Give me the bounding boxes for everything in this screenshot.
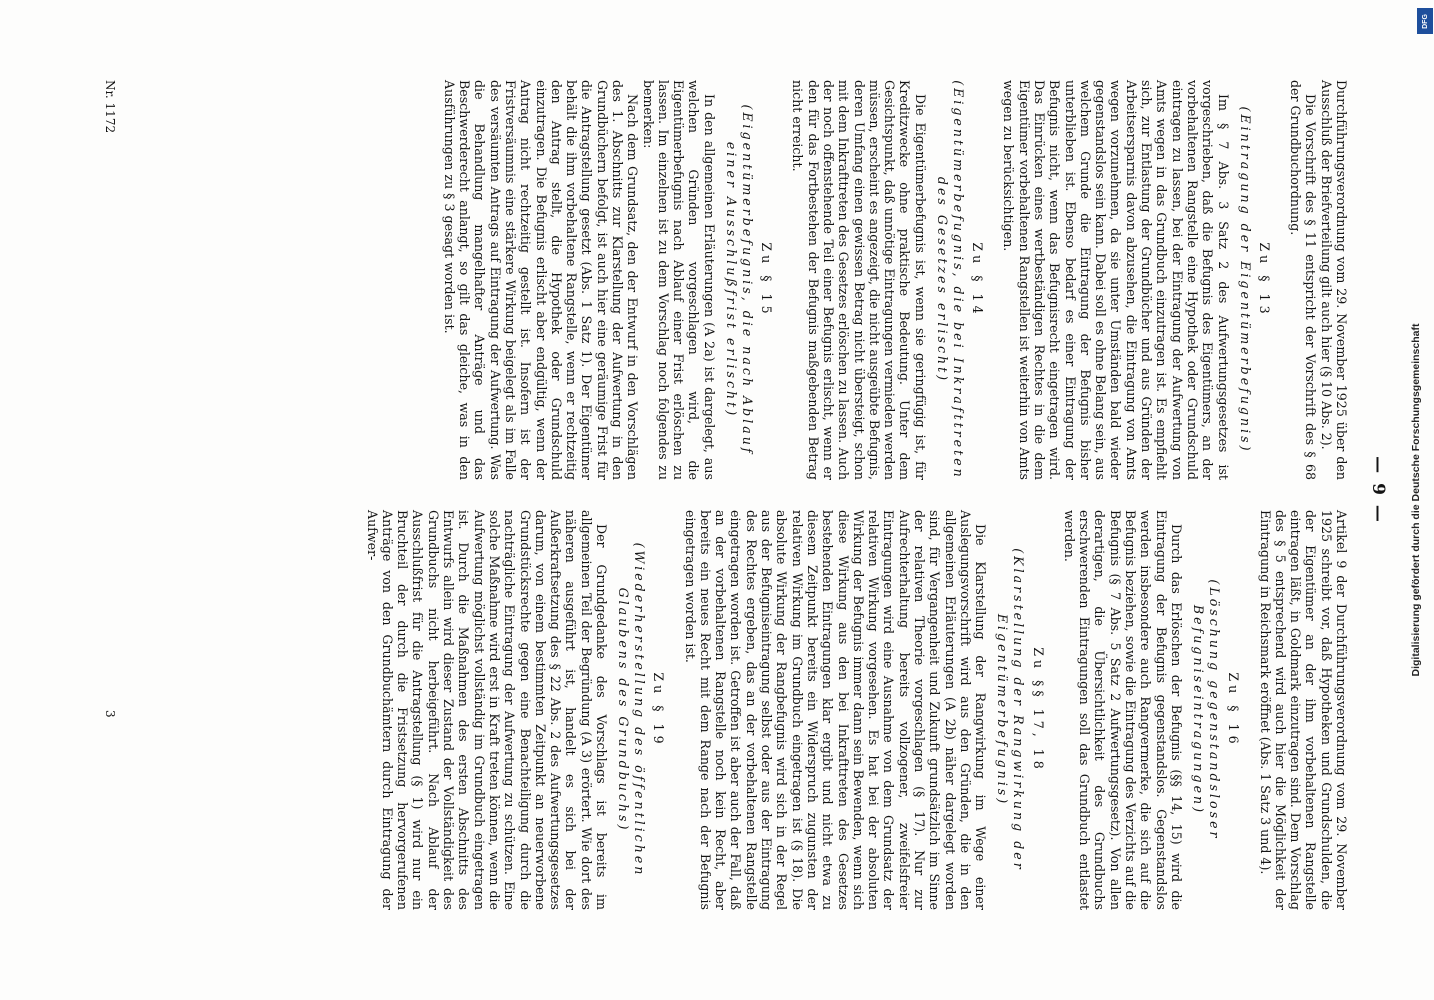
section-heading: (Eigentümerbefugnis, die bei Inkrafttreten des Gesetzes erlischt) <box>934 80 966 480</box>
section-number: Zu § 16 <box>1226 672 1242 748</box>
section-number: Zu § 19 <box>651 672 667 748</box>
left-column <box>441 80 1349 480</box>
left-intro-2: Die Vorschrift des § 11 entspricht der Vorschrift des § 68 der Grundbuchordnung. <box>1288 80 1319 480</box>
section-number: Zu § 13 <box>1256 242 1272 318</box>
section-heading: (Löschung gegenstandsloser Befugniseintragungen) <box>1190 579 1222 841</box>
section-number: Zu §§ 17, 18 <box>1030 647 1046 773</box>
right-column <box>364 510 1349 910</box>
right-intro-1: Artikel 9 der Durchführungsverordnung vom 29. November 1925 schreibt vor, daß Hypotheken und Grundschulden, die der Eigentümer an der ihm vorbehaltenen Rangstelle eintragen läßt, in Goldmark einzutragen sind. Dem Vorschlag des § 5 entsprechend wird auch hier die Möglichkeit der Eintragung in Reichsmark eröffnet (Abs. 1 Satz 3 und 4). <box>1257 510 1349 910</box>
section-paragraph: Nach dem Grundsatz, den der Entwurf in den Vorschlägen des 1. Abschnitts zur Klarstellung der Aufwertung in den Grundbüchern befolgt, ist auch hier eine geräumige Frist für die Antragstellung gesetzt (Abs. 1 Satz 1). Der Eigentümer behält die ihm vorbehaltene Rangstelle, wenn er rechtzeitig den Antrag stellt, die Hypothek oder Grundschuld einzutragen. Die Befugnis erlischt aber endgültig, wenn der Antrag nicht rechtzeitig gestellt ist. Insofern ist der Fristversäumnis eine stärkere Wirkung beigelegt als im Falle des versäumten Antrags auf Eintragung der Aufwertung. Was die Behandlung mangelhafter Anträge und das Beschwerderecht anlangt, so gilt das gleiche, was in den Ausführungen zu § 3 gesagt worden ist. <box>441 80 641 480</box>
section-paragraph: Die Klarstellung der Rangwirkung im Wege einer Auslegungsvorschrift wird aus den Gründen, die in den allgemeinen Erläuterungen (A 2b) näher dargelegt worden sind, für Vergangenheit und Zukunft grundsätzlich im Sinne der relativen Theorie vorgeschlagen (§ 17). Nur zur Aufrechterhaltung bereits vollzogener, zweifelsfreier Eintragungen wird eine Ausnahme von dem Grundsatz der relativen Wirkung vorgesehen. Es hat bei der absoluten Wirkung der Befugnis immer dann sein Bewenden, wenn sich diese Wirkung aus den bei Inkrafttreten des Gesetzes bestehenden Eintragungen klar ergibt und nicht etwa zu diesem Zeitpunkt bereits ein Widerspruch zugunsten der relativen Wirkung im Grundbuch eingetragen ist (§ 18). Die absolute Wirkung der Rangbefugnis wird sich in der Regel aus der Befugniseintragung selbst oder aus der Eintragung des Rechtes ergeben, das an der vorbehaltenen Rangstelle eingetragen worden ist. Getroffen ist aber auch der Fall, daß an der vorbehaltenen Rangstelle noch kein Recht, aber bereits ein neues Recht mit dem Range nach der Befugnis eingetragen worden ist. <box>682 510 989 910</box>
section-paragraph: Im § 7 Abs. 3 Satz 2 des Aufwertungsgesetzes ist vorgeschrieben, daß die Befugnis des Eigentümers, an der vorbehaltenen Rangstelle eine Hypothek oder Grundschuld eintragen zu lassen, bei der Eintragung der Aufwertung von Amts wegen in das Grundbuch einzutragen ist. Es empfiehlt sich, zur Entlastung der Grundbücher und aus Gründen der Arbeitsersparnis davon abzusehen, die Eintragung von Amts wegen vorzunehmen, da sie unter Umständen bald wieder gegenstandslos sein kann. Dabei soll es ohne Belang sein, aus welchem Grunde die Eintragung der Befugnis bisher unterblieben ist. Ebenso bedarf es einer Eintragung der Befugnis nicht, wenn das Befugnisrecht eingetragen wird. Das Einrücken eines wertbeständigen Rechtes in die dem Eigentümer vorbehaltenen Rangstellen ist weiterhin von Amts wegen zu berücksichtigen. <box>1001 80 1231 480</box>
section-heading: (Eigentümerbefugnis, die nach Ablauf einer Ausschlußfrist erlischt) <box>723 104 755 456</box>
section-number: Zu § 14 <box>970 242 986 318</box>
logo-text: DFG <box>1421 13 1429 29</box>
section-paragraph: Die Eigentümerbefugnis ist, wenn sie geringfügig ist, für Kreditzwecke ohne praktische Bedeutung. Unter dem Gesichtspunkt, daß unnötige Eintragungen vermieden werden müssen, erscheint es angezeigt, die nicht ausgeübte Befugnis, deren Umfang einen gewissen Betrag nicht übersteigt, schon mit dem Inkrafttreten des Gesetzes erlöschen zu lassen. Auch der noch offenstehende Teil einer Befugnis erlischt, wenn er den für das Fortbestehen der Befugnis maßgebenden Betrag nicht erreicht. <box>790 80 928 480</box>
print-number: Nr. 1172 <box>103 80 117 134</box>
signature-mark: 3 <box>103 710 117 718</box>
digitization-credit: Digitalisierung gefördert durch die Deutsche Forschungsgemeinschaft <box>1410 323 1422 677</box>
section-paragraph: Durch das Erlöschen der Befugnis (§§ 14, 15) wird die Eintragung der Befugnis gegenstandslos. Gegenstandslos werden insbesondere auch Rangvermerke, die sich auf die Befugnis beziehen, sowie die Eintragung des Verzichts auf die Befugnis (§ 7 Abs. 5 Satz 2 Aufwertungsgesetz). Von allen derartigen, die Übersichtlichkeit des Grundbuchs erschwerenden Eintragungen soll das Grundbuch entlastet werden. <box>1061 510 1184 910</box>
left-intro-1: Durchführungsverordnung vom 29. November 1925 über den Ausschluß der Briefverteilung gilt auch hier (§ 10 Abs. 2). <box>1318 80 1349 480</box>
section-heading: (Eintragung der Eigentümerbefugnis) <box>1237 106 1253 454</box>
page-number: — 9 — <box>1368 456 1388 524</box>
section-paragraph: Der Grundgedanke des Vorschlags ist bereits im allgemeinen Teil der Begründung (A 3) erörtert. Wie dort des näheren ausgeführt ist, handelt es sich bei der Außerkraftsetzung des § 22 Abs. 2 des Aufwertungsgesetzes darum, von einem bestimmten Zeitpunkt an neuerworbene Grundstücksrechte gegen eine Benachteiligung durch die nachträgliche Eintragung der Aufwertung zu schützen. Eine solche Maßnahme wird erst in Kraft treten können, wenn die Aufwertung möglichst vollständig im Grundbuch eingetragen ist. Durch die Maßnahmen des ersten Abschnitts des Entwurfs allein wird dieser Zustand der Vollständigkeit des Grundbuchs nicht herbeigeführt. Nach Ablauf der Ausschlußfrist für die Antragstellung (§ 1) wird nur ein Bruchteil der durch die Fristsetzung hervorgerufenen Anträge von den Grundbuchämtern durch Eintragung der Aufwer- <box>364 510 610 910</box>
section-heading: (Klarstellung der Rangwirkung der Eigentümerbefugnis) <box>995 548 1027 872</box>
section-number: Zu § 15 <box>759 242 775 318</box>
section-heading: (Wiederherstellung des öffentlichen Glaubens des Grundbuchs) <box>616 542 648 878</box>
section-paragraph: In den allgemeinen Erläuterungen (A 2a) ist dargelegt, aus welchen Gründen vorgeschlagen wird, die Eigentümerbefugnis nach Ablauf einer Frist erlöschen zu lassen. Im einzelnen ist zu dem Vorschlag noch folgendes zu bemerken: <box>640 80 717 480</box>
rotated-page-content <box>85 60 1388 920</box>
